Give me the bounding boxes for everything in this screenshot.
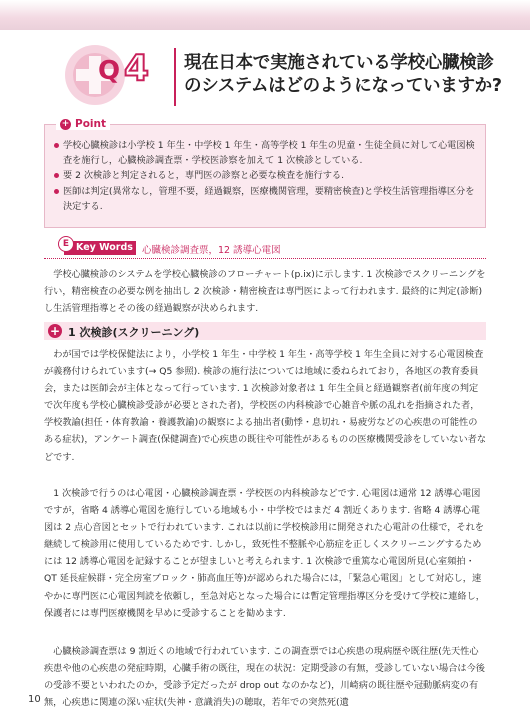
point-label: + Point <box>56 118 110 130</box>
point-item: 学校心臓検診は小学校 1 年生・中学校 1 年生・高等学校 1 年生の児童・生徒全員に対して心電図検査を施行し，心臓検診調査票・学校医診察を加えて 1 次検診としている. <box>54 138 478 168</box>
body-paragraph: わが国では学校保健法により，小学校 1 年生・中学校 1 年生・高等学校 1 年生全員に対する心電図検査が義務付けられています(→ Q5 参照). 検診の施行法については地域に委ねられており，各地区の教育委員会，または医師会が主体となって行っています. 1 次検診対象者は 1 年生全員と経過観察者(前年度の判定で次年度も学校心臓検診受診が必要とされた者)，学校医の内科検診で心雑音や脈の乱れを指摘された者，学校教諭(担任・体育教諭・養護教諭)の観察による抽出者(動悸・息切れ・易疲労などの心疾患の可能性のある症状)，アンケート調査(保健調査)で心疾患の既往や可能性があるものの医療機関受診をしていない者などです. <box>44 349 487 463</box>
title-line-2: のシステムはどのようになっていますか? <box>184 76 502 96</box>
keywords-label: Key Words <box>64 241 136 255</box>
body-paragraph: 心臓検診調査票は 9 割近くの地域で行われています. この調査票では心疾患の現病歴や既往歴(先天性心疾患や他の心疾患の発症時期，心臓手術の既往，現在の状況：定期受診の有無，受診していない場合は今後の受診不要といわれたのか，受診予定だったが drop out なのかなど)，川崎病の既往歴や冠動脈病変の有無，心疾患に関連の深い症状(失神・意識消失)の聴取，若年での突然死(遺 <box>44 646 485 709</box>
section-title: 1 次検診(スクリーニング) <box>68 326 200 339</box>
body-paragraph: 1 次検診で行うのは心電図・心臓検診調査票・学校医の内科検診などです. 心電図は通常 12 誘導心電図ですが，省略 4 誘導心電図を施行している地域も小・中学校ではまだ 4 割近くあります. 省略 4 誘導心電図は 2 点心音図とセットで行われています. これは以前に学校検診用に開発された心電計の仕様で，それを継続して検診用に使用しているためです. しかし，致死性不整脈や心筋症を正しくスクリーニングするためには 12 誘導心電図を記録することが望ましいと考えられます. 1 次検診で重篤な心電図所見(心室頻拍・QT 延長症候群・完全房室ブロック・肺高血圧等)が認められた場合には，「緊急心電図」として対応し，速やかに専門医に心電図判読を依頼し，至急対応となった場合には暫定管理指導区分を受けて学校に連絡し，保護者には専門医療機関を早めに受診することを勧めます. <box>44 488 485 619</box>
section-plus-icon: + <box>49 324 61 338</box>
point-item: 医師は判定(異常なし，管理不要，経過観察，医療機関管理，要精密検査)と学校生活管理指導区分を決定する. <box>54 184 478 214</box>
header-band <box>0 0 530 30</box>
point-list <box>54 138 478 214</box>
keywords-terms: 心臓検診調査票，12 誘導心電図 <box>142 245 281 256</box>
keywords-e-icon: E <box>58 236 74 252</box>
page-number: 10 <box>28 694 41 705</box>
page-title <box>184 52 514 98</box>
plus-icon: + <box>61 118 70 129</box>
intro-paragraph: 学校心臓検診のシステムを学校心臓検診のフローチャート(p.ix)に示します. 1 次検診でスクリーニングを行い，精密検査の必要な例を抽出し 2 次検診・精密検査は専門医によって行われます. 最終的に判定(診断)し生活管理指導とその後の経過観察が決められます. <box>44 269 486 314</box>
keywords-divider <box>44 258 486 260</box>
q-number: 4 <box>124 48 150 89</box>
point-item: 要 2 次検診と判定されると，専門医の診察と必要な検査を施行する. <box>54 168 478 183</box>
title-rule <box>174 48 176 106</box>
q-letter: Q <box>98 56 120 86</box>
title-line-1: 現在日本で実施されている学校心臓検診 <box>184 53 494 73</box>
